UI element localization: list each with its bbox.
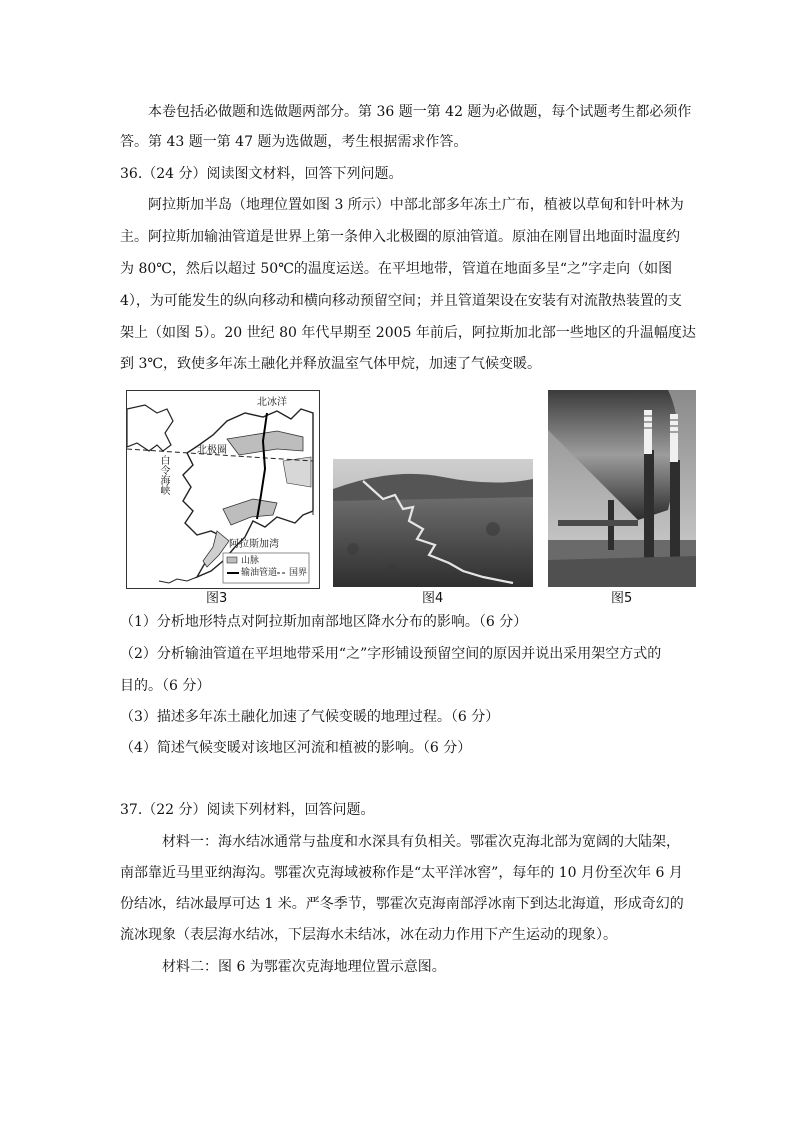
legend-mountains: 山脉: [241, 556, 260, 566]
q36-header: 36.（24 分）阅读图文材料，回答下列问题。: [120, 166, 403, 182]
label-arctic-ocean: 北冰洋: [257, 397, 287, 408]
q36-sub-2-cont: 目的。（6 分）: [120, 678, 211, 694]
figure-3-caption: 图3: [206, 591, 228, 606]
q36-para-line: 架上（如图 5）。20 世纪 80 年代早期至 2005 年前后，阿拉斯加北部一些地区的升温幅度达: [120, 325, 696, 341]
q37-material-1-line: 南部靠近马里亚纳海沟。鄂霍次克海域被称作是“太平洋冰窖”，每年的 10 月份至次年 6 月: [120, 865, 683, 881]
q36-para-line: 4），为可能发生的纵向移动和横向移动预留空间；并且管道架设在安装有对流散热装置的支: [120, 293, 682, 309]
q36-para-line: 为 80℃，然后以超过 50℃的温度运送。在平坦地带，管道在地面多呈“之”字走向（如图: [120, 261, 673, 277]
q36-para-line: 到 3℃，致使多年冻土融化并释放温室气体甲烷，加速了气候变暖。: [120, 356, 542, 372]
q36-sub-2: （2）分析输油管道在平坦地带采用“之”字形铺设预留空间的原因并说出采用架空方式的: [120, 646, 662, 662]
zigzag-pipeline-photo: [333, 459, 533, 587]
elevated-pipeline-photo: [548, 390, 696, 587]
q37-material-1-line: 流冰现象（表层海水结冰，下层海水未结冰，冰在动力作用下产生运动的现象）。: [120, 927, 617, 943]
intro-line-2: 答。第 43 题一第 47 题为选做题，考生根据需求作答。: [120, 134, 468, 150]
figure-4-caption: 图4: [422, 591, 444, 606]
q36-sub-1: （1）分析地形特点对阿拉斯加南部地区降水分布的影响。（6 分）: [120, 614, 528, 630]
q37-material-2: 材料二：图 6 为鄂霍次克海地理位置示意图。: [162, 959, 446, 975]
q36-sub-4: （4）简述气候变暖对该地区河流和植被的影响。（6 分）: [120, 740, 472, 756]
q37-header: 37.（22 分）阅读下列材料，回答问题。: [120, 802, 375, 818]
q36-sub-3: （3）描述多年冻土融化加速了气候变暖的地理过程。（6 分）: [120, 709, 500, 725]
q36-para-line: 主。阿拉斯加输油管道是世界上第一条伸入北极圈的原油管道。原油在刚冒出地面时温度约: [120, 229, 680, 245]
label-arctic-circle: 北极圈: [197, 445, 227, 456]
label-gulf-of-alaska: 阿拉斯加湾: [229, 539, 279, 550]
legend-border: 国界: [289, 568, 308, 578]
figure-5-caption: 图5: [611, 591, 633, 606]
q37-material-1-line: 份结冰，结冰最厚可达 1 米。严冬季节，鄂霍次克海南部浮冰南下到达北海道，形成奇幻的: [120, 896, 684, 912]
figure-5-photo: [548, 390, 696, 587]
figure-4-photo: [333, 459, 533, 587]
label-bering-strait: 白令海峡: [158, 455, 169, 495]
intro-line-1: 本卷包括必做题和选做题两部分。第 36 题一第 42 题为必做题，每个试题考生都必须作: [148, 104, 692, 120]
alaska-map-drawing: [127, 391, 319, 588]
q37-material-1-line: 材料一：海水结冰通常与盐度和水深具有负相关。鄂霍次克海北部为宽阔的大陆架，: [162, 834, 680, 850]
q36-para-line: 阿拉斯加半岛（地理位置如图 3 所示）中部北部多年冻土广布，植被以草甸和针叶林为: [148, 197, 684, 213]
figure-3-map: [126, 390, 320, 589]
legend-pipeline: 输油管道: [241, 568, 278, 578]
